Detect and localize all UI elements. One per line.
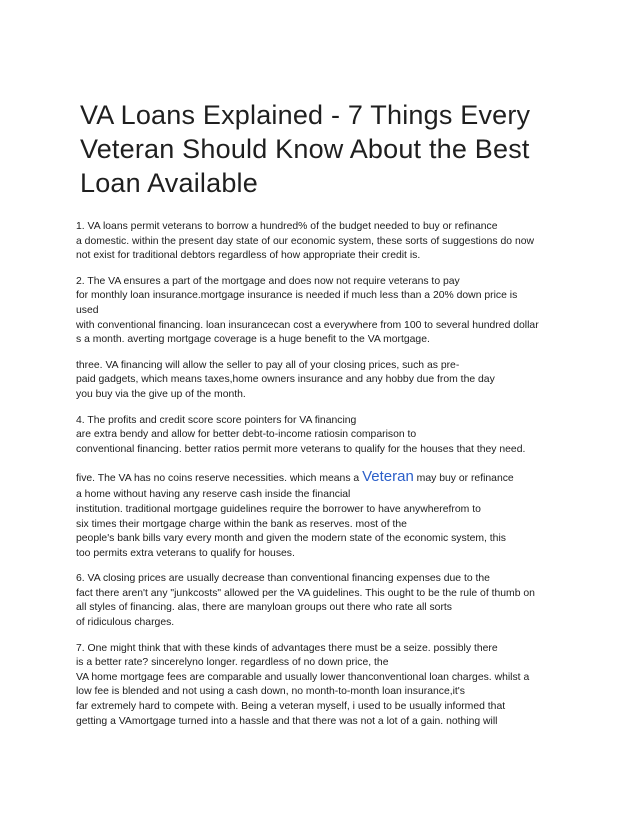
text-fragment: may buy or refinance <box>413 473 514 485</box>
page-title <box>80 98 560 200</box>
text-line: 7. One might think that with these kinds of advantages there must be a seize. possibly there <box>76 642 498 654</box>
title-line: VA Loans Explained - 7 Things Every <box>80 100 531 130</box>
paragraph-3 <box>76 359 576 403</box>
text-line: VA home mortgage fees are comparable and usually lower thanconventional loan charges. whilst a <box>76 671 530 683</box>
text-line: six times their mortgage charge within the bank as reserves. most of the <box>76 518 407 530</box>
text-line: conventional financing. better ratios permit more veterans to qualify for the houses that they need. <box>76 443 526 455</box>
text-line: getting a VAmortgage turned into a hassle and that there was not a lot of a gain. nothing will <box>76 715 498 727</box>
title-line: Veteran Should Know About the Best <box>80 134 530 164</box>
text-line: paid gadgets, which means taxes,home owners insurance and any hobby due from the day <box>76 374 495 386</box>
paragraph-5 <box>76 468 576 561</box>
text-line: 2. The VA ensures a part of the mortgage and does now not require veterans to pay <box>76 275 460 287</box>
text-line: all styles of financing. alas, there are manyloan groups out there who rate all sorts <box>76 602 452 614</box>
text-line: not exist for traditional debtors regardless of how appropriate their credit is. <box>76 250 421 262</box>
text-line: institution. traditional mortgage guidelines require the borrower to have anywherefrom to <box>76 503 481 515</box>
text-line: you buy via the give up of the month. <box>76 388 246 400</box>
paragraph-7 <box>76 642 576 730</box>
paragraph-4 <box>76 414 576 458</box>
text-line: used <box>76 304 99 316</box>
text-fragment: five. The VA has no coins reserve necessities. which means a <box>76 473 363 485</box>
text-line: too permits extra veterans to qualify for houses. <box>76 547 295 559</box>
text-line: three. VA financing will allow the seller to pay all of your closing prices, such as pre- <box>76 359 460 371</box>
text-line: are extra bendy and allow for better debt-to-income ratiosin comparison to <box>76 429 417 441</box>
text-line: 1. VA loans permit veterans to borrow a hundred% of the budget needed to buy or refinance <box>76 221 498 232</box>
text-line: s a month. averting mortgage coverage is a huge benefit to the VA mortgage. <box>76 334 430 346</box>
text-line: 4. The profits and credit score score pointers for VA financing <box>76 414 357 426</box>
article-body <box>76 220 576 740</box>
text-line: low fee is blended and not using a cash down, no month-to-month loan insurance,it's <box>76 686 465 698</box>
text-line: people's bank bills vary every month and given the modern state of the economic system, this <box>76 533 506 545</box>
text-line: of ridiculous charges. <box>76 617 175 629</box>
text-line: with conventional financing. loan insurancecan cost a everywhere from 100 to several hundred dollar <box>76 319 539 331</box>
veteran-link[interactable]: Veteran <box>362 468 414 486</box>
paragraph-1 <box>76 220 576 264</box>
text-line: is a better rate? sincerelyno longer. regardless of no down price, the <box>76 657 389 669</box>
text-line: 6. VA closing prices are usually decrease than conventional financing expenses due to the <box>76 573 490 585</box>
text-line-with-link <box>76 468 576 488</box>
paragraph-6 <box>76 572 576 630</box>
text-line: fact there aren't any "junkcosts" allowed per the VA guidelines. This ought to be the rule of thumb on <box>76 587 535 599</box>
paragraph-2 <box>76 275 576 348</box>
text-line: for monthly loan insurance.mortgage insurance is needed if much less than a 20% down price is <box>76 290 518 302</box>
title-line: Loan Available <box>80 168 258 198</box>
text-line: a home without having any reserve cash inside the financial <box>76 489 351 501</box>
text-line: a domestic. within the present day state of our economic system, these sorts of suggestions do now <box>76 235 534 247</box>
text-line: far extremely hard to compete with. Being a veteran myself, i used to be usually informed that <box>76 701 506 713</box>
